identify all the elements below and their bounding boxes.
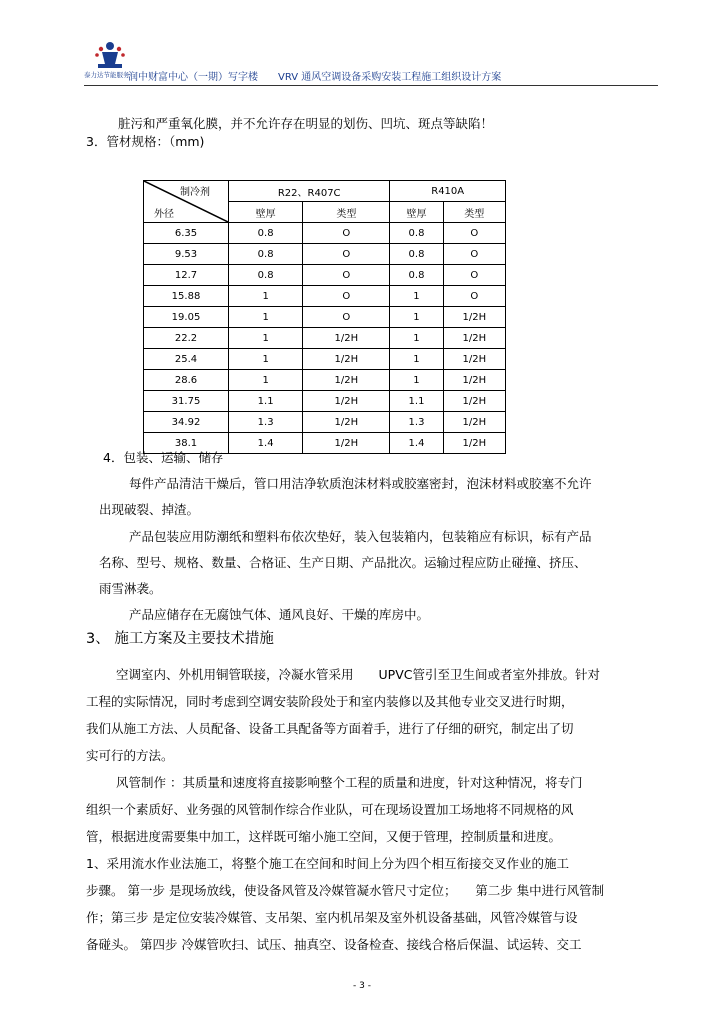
table-cell: 1.1 xyxy=(390,391,443,412)
table-cell: 1 xyxy=(390,370,443,391)
outer-diameter-cell: 34.92 xyxy=(144,412,229,433)
table-row xyxy=(144,370,506,391)
table-cell: 1/2H xyxy=(443,370,505,391)
intro-line: 脏污和严重氧化膜，并不允许存在明显的划伤、凹坑、斑点等缺陷！ xyxy=(118,116,494,131)
table-cell: 0.8 xyxy=(229,223,303,244)
table-cell: 1 xyxy=(229,328,303,349)
para-pack-line: 雨雪淋袭。 xyxy=(99,581,162,596)
table-cell: 1 xyxy=(229,307,303,328)
para-pack-line: 产品包装应用防潮纸和塑料布依次垫好，装入包装箱内，包装箱应有标识，标有产品 xyxy=(129,529,592,544)
table-cell: 1/2H xyxy=(303,391,390,412)
subheader-cell: 类型 xyxy=(303,202,390,223)
table-cell: O xyxy=(443,265,505,286)
para-duct-line: 风管制作 ：其质量和速度将直接影响整个工程的质量和进度，针对这种情况，将专门 xyxy=(116,775,583,790)
table-cell: 1.1 xyxy=(229,391,303,412)
outer-diameter-cell: 22.2 xyxy=(144,328,229,349)
group-header-r22: R22、R407C xyxy=(229,181,390,202)
table-row xyxy=(144,286,506,307)
pipe-spec-table xyxy=(143,180,506,454)
table-cell: 1.4 xyxy=(229,433,303,454)
table-row xyxy=(144,307,506,328)
table-cell: 1.3 xyxy=(390,412,443,433)
header-title: 润中财富中心（一期）写字楼 VRV 通风空调设备采购安装工程施工组织设计方案 xyxy=(128,72,502,83)
table-cell: 1 xyxy=(390,328,443,349)
table-cell: 1/2H xyxy=(443,412,505,433)
para-duct-line: 管，根据进度需要集中加工，这样既可缩小施工空间，又便于管理，控制质量和进度。 xyxy=(86,829,562,844)
section4-title: 4．包装、运输、储存 xyxy=(103,450,224,465)
table-cell: O xyxy=(443,223,505,244)
para-method-line: 工程的实际情况，同时考虑到空调安装阶段处于和室内装修以及其他专业交叉进行时期， xyxy=(86,694,574,709)
table-cell: 1.4 xyxy=(390,433,443,454)
group-header-r410a: R410A xyxy=(390,181,506,202)
table-cell: 0.8 xyxy=(229,244,303,265)
outer-diameter-cell: 6.35 xyxy=(144,223,229,244)
table-cell: 1 xyxy=(390,349,443,370)
outer-diameter-cell: 12.7 xyxy=(144,265,229,286)
table-cell: 1 xyxy=(229,286,303,307)
subheader-cell: 类型 xyxy=(443,202,505,223)
outer-diameter-cell: 31.75 xyxy=(144,391,229,412)
table-row xyxy=(144,349,506,370)
corner-refrigerant-label: 制冷剂 xyxy=(180,187,210,198)
table-row xyxy=(144,328,506,349)
page-header xyxy=(84,38,658,90)
para-duct-line: 组织一个素质好、业务强的风管制作综合作业队，可在现场设置加工场地将不同规格的风 xyxy=(86,802,574,817)
table-cell: 1/2H xyxy=(443,433,505,454)
table-row xyxy=(144,223,506,244)
table-cell: 1.3 xyxy=(229,412,303,433)
outer-diameter-cell: 25.4 xyxy=(144,349,229,370)
para-pack-line: 名称、型号、规格、数量、合格证、生产日期、产品批次。运输过程应防止碰撞、挤压、 xyxy=(99,555,587,570)
table-cell: 1 xyxy=(229,349,303,370)
para-flow-line: 作；第三步 是定位安装冷媒管、支吊架、室内机吊架及室外机设备基础，风管冷媒管与设 xyxy=(86,910,578,925)
table-cell: 1/2H xyxy=(303,412,390,433)
table-cell: O xyxy=(303,286,390,307)
table-row xyxy=(144,391,506,412)
table-cell: 1/2H xyxy=(443,328,505,349)
para-store-line: 产品应储存在无腐蚀气体、通风良好、干燥的库房中。 xyxy=(129,607,430,622)
subheader-cell: 壁厚 xyxy=(229,202,303,223)
table-cell: 1 xyxy=(229,370,303,391)
table-cell: 1/2H xyxy=(443,349,505,370)
table-cell: 1/2H xyxy=(443,391,505,412)
table-cell: O xyxy=(443,244,505,265)
table-cell: 0.8 xyxy=(390,244,443,265)
outer-diameter-cell: 15.88 xyxy=(144,286,229,307)
para-flow-line: 步骤。 第一步 是现场放线，使设备风管及冷媒管凝水管尺寸定位； 第二步 集中进行风管制 xyxy=(86,883,605,898)
outer-diameter-cell: 28.6 xyxy=(144,370,229,391)
table-cell: O xyxy=(303,244,390,265)
table-row xyxy=(144,412,506,433)
para-method-line: 空调室内、外机用铜管联接，冷凝水管采用 UPVC管引至卫生间或者室外排放。针对 xyxy=(116,667,600,682)
table-cell: 0.8 xyxy=(229,265,303,286)
para-flow-line: 备碰头。 第四步 冷媒管吹扫、试压、抽真空、设备检查、接线合格后保温、试运转、交工 xyxy=(86,937,582,952)
para-flow-line: 1、采用流水作业法施工，将整个施工在空间和时间上分为四个相互衔接交叉作业的施工 xyxy=(86,856,569,871)
outer-diameter-cell: 9.53 xyxy=(144,244,229,265)
table-cell: O xyxy=(303,223,390,244)
table-cell: O xyxy=(303,307,390,328)
outer-diameter-cell: 38.1 xyxy=(144,433,229,454)
para-clean-line: 出现破裂、掉渣。 xyxy=(99,502,200,517)
table-cell: 1/2H xyxy=(303,433,390,454)
table-row xyxy=(144,265,506,286)
page-number: - 3 - xyxy=(353,981,371,991)
table-corner-cell xyxy=(144,181,229,223)
table-cell: 0.8 xyxy=(390,265,443,286)
section3-title: 3、 施工方案及主要技术措施 xyxy=(86,631,274,647)
outer-diameter-cell: 19.05 xyxy=(144,307,229,328)
table-header-row xyxy=(144,181,506,202)
table-cell: 1 xyxy=(390,286,443,307)
header-divider xyxy=(84,85,658,86)
table-cell: 1/2H xyxy=(303,328,390,349)
table-row xyxy=(144,244,506,265)
table-cell: 0.8 xyxy=(390,223,443,244)
table-cell: 1 xyxy=(390,307,443,328)
logo-caption: 泰力达节能服务 xyxy=(84,71,130,79)
para-clean-line: 每件产品清洁干燥后，管口用洁净软质泡沫材料或胶塞密封，泡沫材料或胶塞不允许 xyxy=(129,476,592,491)
corner-diameter-label: 外径 xyxy=(154,209,174,220)
table-cell: 1/2H xyxy=(303,349,390,370)
subheader-cell: 壁厚 xyxy=(390,202,443,223)
table-body xyxy=(144,223,506,454)
pipe-spec-title: 3．管材规格：（mm) xyxy=(86,134,205,149)
table-cell: 1/2H xyxy=(443,307,505,328)
para-method-line: 我们从施工方法、人员配备、设备工具配备等方面着手，进行了仔细的研究，制定出了切 xyxy=(86,721,574,736)
table-cell: 1/2H xyxy=(303,370,390,391)
table-cell: O xyxy=(443,286,505,307)
para-method-line: 实可行的方法。 xyxy=(86,748,174,763)
table-cell: O xyxy=(303,265,390,286)
